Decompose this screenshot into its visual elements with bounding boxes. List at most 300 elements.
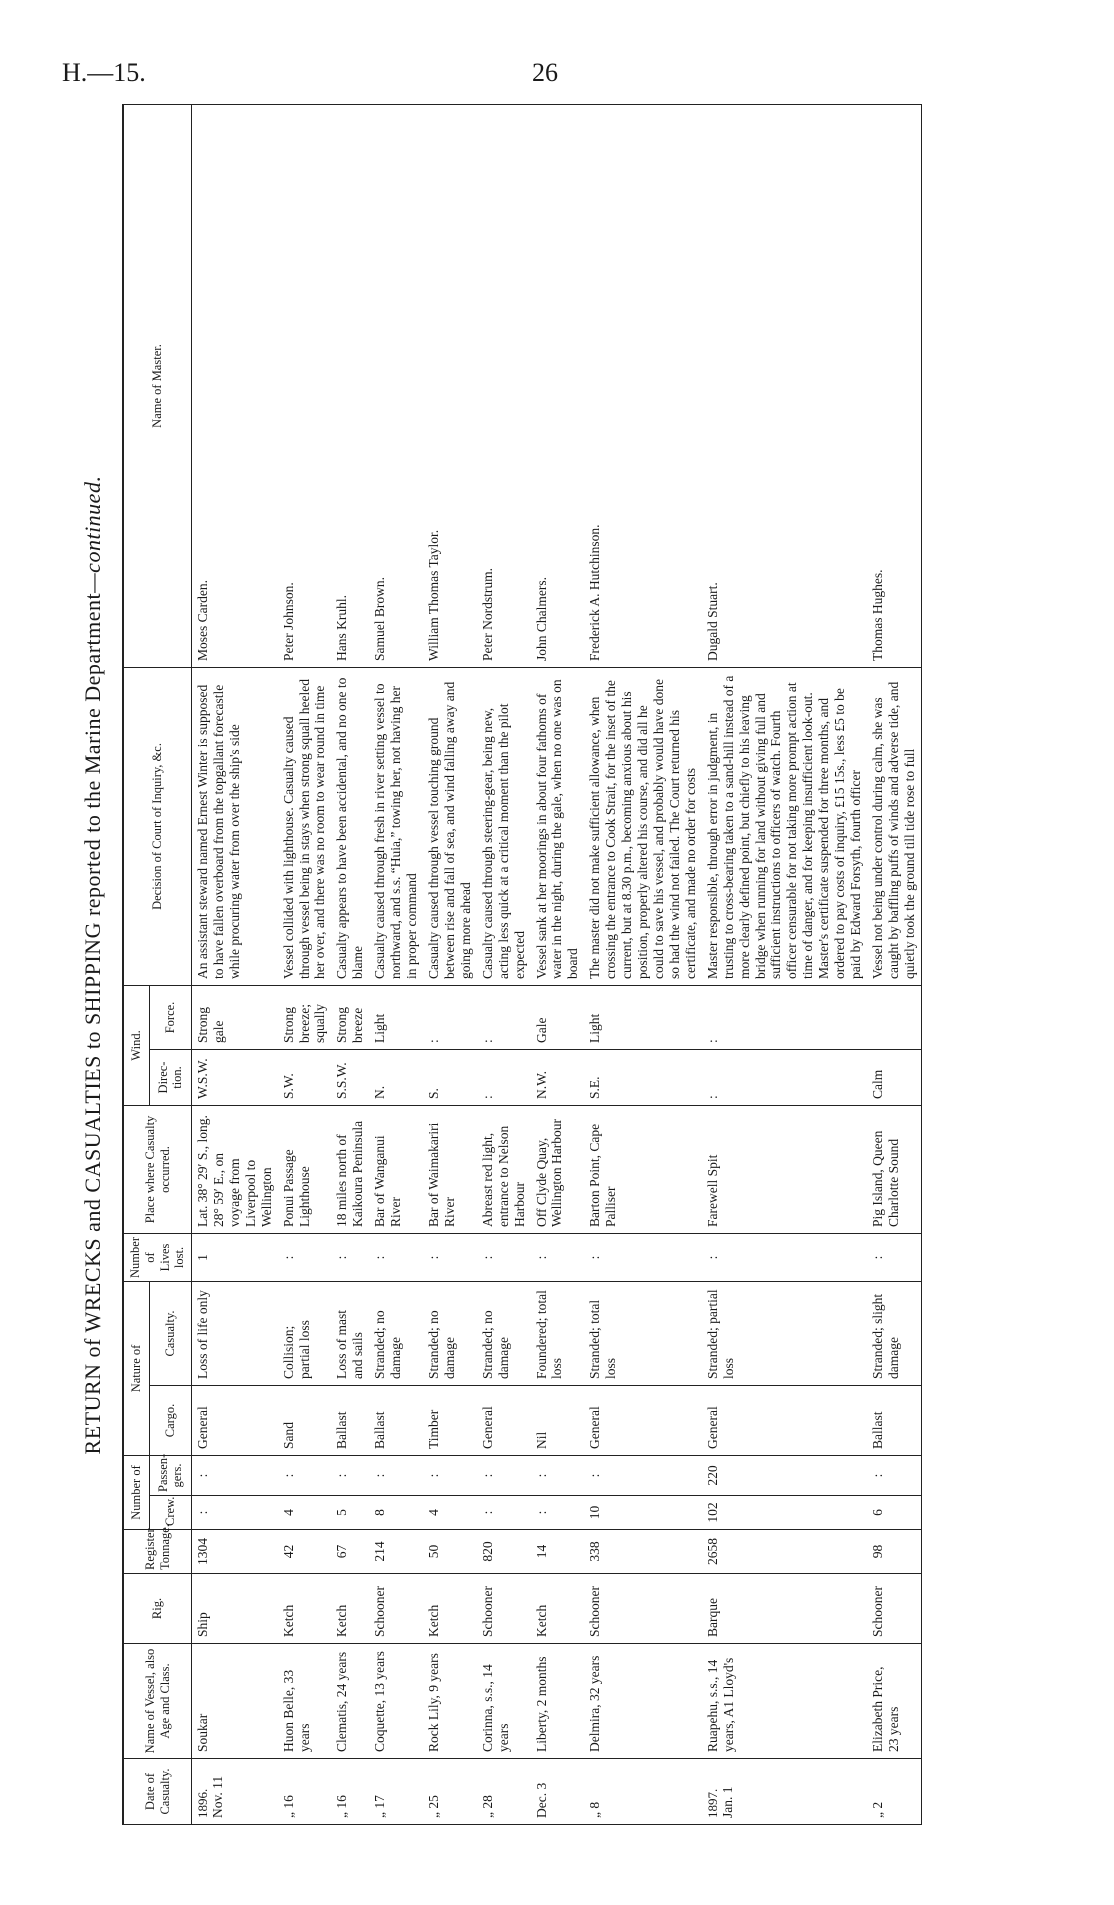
row-lives <box>702 1233 867 1281</box>
row-date-text: „ 28 <box>479 1795 495 1818</box>
row-crew <box>531 1496 585 1530</box>
row-decision <box>278 667 332 985</box>
row-cargo-text: Ballast <box>869 1411 885 1449</box>
row-crew-text: : <box>479 1510 495 1515</box>
row-passengers <box>369 1456 423 1496</box>
row-vessel <box>423 1644 477 1759</box>
row-lives <box>531 1233 585 1281</box>
row-casualty <box>192 1281 278 1385</box>
col-lives: Number of Lives lost. <box>123 1233 192 1281</box>
row-passengers-text: : <box>425 1473 441 1478</box>
table-row <box>477 104 531 1824</box>
row-place <box>369 1105 423 1233</box>
row-cargo-text: General <box>479 1406 495 1449</box>
row-place <box>477 1105 531 1233</box>
row-lives-text: : <box>425 1255 441 1260</box>
col-date: Date of Casualty. <box>123 1759 192 1825</box>
row-tonnage-text: 67 <box>334 1544 350 1559</box>
row-decision <box>192 667 278 985</box>
row-passengers <box>192 1456 278 1496</box>
row-crew <box>477 1496 531 1530</box>
row-date <box>531 1759 585 1825</box>
row-casualty-text: Foundered; total loss <box>533 1290 565 1379</box>
row-force-text: : <box>704 1039 720 1043</box>
casualty-table <box>122 104 922 1825</box>
row-passengers-text: 220 <box>704 1465 720 1486</box>
row-rig <box>584 1574 701 1644</box>
row-force-text: Gale <box>533 1017 549 1043</box>
row-decision-text: The master did not make sufficient allowance, when crossing the entrance to Cook Strait, for the inset of the current, but at 8.30 p.m., becoming anxious about his position, properly altered his course, and did all he could to save his vessel, and probably would have done so had the wind not failed. The Court returned his certificate, and made no order for costs <box>587 679 698 979</box>
row-cargo <box>369 1386 423 1456</box>
row-passengers-text: : <box>195 1473 210 1478</box>
row-crew <box>584 1496 701 1530</box>
row-place <box>331 1105 369 1233</box>
row-direction-text: S.W. <box>280 1073 296 1099</box>
row-passengers <box>278 1456 332 1496</box>
row-casualty <box>702 1281 867 1385</box>
row-casualty <box>584 1281 701 1385</box>
row-casualty-text: Loss of life only <box>195 1290 210 1379</box>
row-direction <box>584 1049 701 1105</box>
row-place-text: 18 miles north of Kaikoura Peninsula <box>334 1120 366 1227</box>
row-place-text: Lat. 38° 29′ S., long. 28° 59′ E., on voyage from Liverpool to Wellington <box>195 1115 274 1227</box>
row-rig-text: Schooner <box>587 1586 603 1637</box>
row-cargo-text: Ballast <box>372 1411 388 1449</box>
row-cargo <box>192 1386 278 1456</box>
row-casualty <box>369 1281 423 1385</box>
row-cargo-text: Timber <box>425 1409 441 1449</box>
row-force-text: Strong gale <box>195 1006 226 1043</box>
row-tonnage <box>867 1530 921 1574</box>
table-row <box>331 104 369 1824</box>
row-rig-text: Ketch <box>533 1604 549 1637</box>
row-place <box>702 1105 867 1233</box>
row-crew-text: 10 <box>587 1505 603 1520</box>
row-cargo <box>531 1386 585 1456</box>
row-vessel <box>477 1644 531 1759</box>
row-date-text: Jan. 1 <box>720 1786 736 1818</box>
row-passengers <box>531 1456 585 1496</box>
row-passengers-text: : <box>479 1473 495 1478</box>
row-date-text: Nov. 11 <box>210 1775 226 1818</box>
row-lives <box>278 1233 332 1281</box>
row-lives-text: : <box>869 1255 885 1260</box>
row-force-text: Light <box>372 1013 388 1043</box>
row-lives-text: : <box>533 1255 549 1260</box>
col-direction: Direc-tion. <box>149 1049 191 1105</box>
col-decision: Decision of Court of Inquiry, &c. <box>123 667 192 985</box>
row-direction <box>702 1049 867 1105</box>
row-lives <box>423 1233 477 1281</box>
col-place: Place where Casualty occurred. <box>123 1105 192 1233</box>
row-direction-text: S.E. <box>587 1076 603 1099</box>
row-rig <box>369 1574 423 1644</box>
table-row <box>423 104 477 1824</box>
row-vessel <box>531 1644 585 1759</box>
row-force <box>278 985 332 1049</box>
row-vessel-text: Corinna, s.s., 14 years <box>479 1664 511 1752</box>
col-tonnage: Register Tonnage. <box>123 1530 192 1574</box>
row-rig-text: Schooner <box>372 1586 388 1637</box>
row-cargo <box>331 1386 369 1456</box>
row-place-text: Pig Island, Queen Charlotte Sound <box>869 1130 901 1227</box>
row-tonnage-text: 1304 <box>195 1538 210 1565</box>
row-vessel-text: Coquette, 13 years <box>372 1651 388 1752</box>
row-vessel-text: Clematis, 24 years <box>334 1651 350 1752</box>
row-master <box>584 104 701 667</box>
table-row <box>702 104 867 1824</box>
row-master-text: Moses Carden. <box>195 579 210 661</box>
row-tonnage-text: 214 <box>372 1541 388 1562</box>
row-master-text: Dugald Stuart. <box>704 582 720 661</box>
row-vessel-text: Rock Lily, 9 years <box>425 1653 441 1752</box>
row-casualty <box>477 1281 531 1385</box>
row-direction-text: : <box>704 1095 720 1099</box>
row-rig-text: Schooner <box>869 1586 885 1637</box>
row-rig-text: Ketch <box>425 1604 441 1637</box>
row-passengers <box>477 1456 531 1496</box>
row-direction-text: N.W. <box>533 1070 549 1099</box>
row-cargo <box>278 1386 332 1456</box>
row-passengers-text: : <box>372 1473 388 1478</box>
row-date-text: „ 17 <box>372 1795 388 1818</box>
row-cargo-text: Nil <box>533 1431 549 1449</box>
row-force <box>192 985 278 1049</box>
row-passengers <box>584 1456 701 1496</box>
row-master <box>278 104 332 667</box>
row-year: 1896. <box>195 1788 210 1818</box>
row-date <box>278 1759 332 1825</box>
row-lives <box>331 1233 369 1281</box>
row-place-text: Barton Point, Cape Palliser <box>587 1123 619 1227</box>
row-vessel <box>369 1644 423 1759</box>
row-vessel <box>278 1644 332 1759</box>
row-crew <box>278 1496 332 1530</box>
row-place <box>423 1105 477 1233</box>
row-crew-text: 6 <box>869 1509 885 1516</box>
row-master-text: Frederick A. Hutchinson. <box>587 524 603 661</box>
row-passengers-text: : <box>280 1473 296 1478</box>
row-decision-text: Casualty caused through fresh in river setting vessel to northward, and s.s. “Huia,” towing her, not having her in proper command <box>372 683 420 979</box>
row-vessel-text: Liberty, 2 months <box>533 1656 549 1752</box>
row-place <box>192 1105 278 1233</box>
row-force <box>331 985 369 1049</box>
row-force-text: Strong breeze <box>334 1006 366 1043</box>
row-cargo <box>702 1386 867 1456</box>
row-direction <box>331 1049 369 1105</box>
row-tonnage-text: 820 <box>479 1541 495 1562</box>
row-passengers <box>867 1456 921 1496</box>
row-force <box>531 985 585 1049</box>
row-casualty-text: Loss of mast and sails <box>334 1310 366 1379</box>
row-vessel <box>192 1644 278 1759</box>
row-cargo <box>477 1386 531 1456</box>
title-suffix: —continued. <box>80 475 105 593</box>
row-tonnage <box>369 1530 423 1574</box>
row-casualty <box>531 1281 585 1385</box>
row-place-text: Off Clyde Quay, Wellington Harbour <box>533 1118 565 1227</box>
row-passengers <box>331 1456 369 1496</box>
table-row <box>867 104 921 1824</box>
row-crew <box>369 1496 423 1530</box>
row-master <box>531 104 585 667</box>
title-main: RETURN of WRECKS and CASUALTIES to SHIPPING reported to the Marine Department <box>80 592 105 1455</box>
row-cargo <box>867 1386 921 1456</box>
row-date <box>423 1759 477 1825</box>
row-decision-text: Casualty caused through steering-gear, being new, acting less quick at a critical moment than the pilot expected <box>479 703 527 979</box>
row-date-text: „ 16 <box>280 1795 296 1818</box>
table-row <box>278 104 332 1824</box>
row-casualty <box>278 1281 332 1385</box>
row-tonnage <box>192 1530 278 1574</box>
row-master-text: Samuel Brown. <box>372 576 388 661</box>
row-crew <box>702 1496 867 1530</box>
row-decision-text: An assistant steward named Ernest Winter is supposed to have fallen overboard from the topgallant forecastle while procuring water from over the ship's side <box>195 684 242 979</box>
row-decision <box>331 667 369 985</box>
row-tonnage-text: 338 <box>587 1541 603 1562</box>
row-crew-text: 8 <box>372 1509 388 1516</box>
row-force-text: : <box>479 1039 495 1043</box>
row-casualty <box>331 1281 369 1385</box>
row-tonnage <box>702 1530 867 1574</box>
row-vessel-text: Delmira, 32 years <box>587 1655 603 1752</box>
row-master-text: Hans Kruhl. <box>334 594 350 661</box>
row-lives-text: : <box>372 1255 388 1260</box>
row-tonnage <box>531 1530 585 1574</box>
row-lives-text: 1 <box>195 1254 210 1261</box>
row-decision <box>369 667 423 985</box>
row-decision-text: Master responsible, through error in judgment, in trusting to cross-bearing taken to a sand-hill instead of a more clearly defined point, but chiefly to his leaving bridge when running for land without giving full and sufficient instructions to officers of watch. Fourth officer censurable for not taking more prompt action at time of danger, and for keeping insufficient look-out. Master's certificate suspended for three months, and ordered to pay costs of inquiry, £15 15s., less £5 to be paid by Edward Forsyth, fourth officer <box>704 675 864 979</box>
row-casualty-text: Stranded; total loss <box>587 1299 619 1379</box>
table-body <box>192 104 922 1824</box>
row-tonnage <box>584 1530 701 1574</box>
row-decision-text: Vessel collided with lighthouse. Casualty caused through vessel being in stays when strong squall heeled her over, and there was no room to wear round in time <box>280 679 328 979</box>
row-force-text: Light <box>587 1013 603 1043</box>
row-tonnage-text: 42 <box>280 1544 296 1559</box>
row-lives-text: : <box>587 1255 603 1260</box>
row-crew-text: 5 <box>334 1509 350 1516</box>
row-direction <box>278 1049 332 1105</box>
row-vessel <box>702 1644 867 1759</box>
row-decision <box>423 667 477 985</box>
row-vessel-text: Elizabeth Price, 23 years <box>869 1666 901 1752</box>
row-direction <box>531 1049 585 1105</box>
row-place <box>278 1105 332 1233</box>
row-lives-text: : <box>704 1255 720 1260</box>
row-lives <box>867 1233 921 1281</box>
row-rig-text: Schooner <box>479 1586 495 1637</box>
row-crew-text: 102 <box>704 1502 720 1523</box>
row-date-text: „ 2 <box>869 1801 885 1818</box>
row-decision <box>867 667 921 985</box>
row-decision <box>584 667 701 985</box>
row-rig <box>477 1574 531 1644</box>
col-crew: Crew. <box>149 1496 191 1530</box>
row-direction-text: N. <box>372 1085 388 1099</box>
row-tonnage-text: 14 <box>533 1544 549 1559</box>
row-place <box>867 1105 921 1233</box>
row-rig <box>331 1574 369 1644</box>
row-date <box>584 1759 701 1825</box>
col-number-of: Number of <box>123 1456 149 1530</box>
row-crew <box>867 1496 921 1530</box>
row-date-text: „ 8 <box>587 1801 603 1818</box>
row-casualty-text: Stranded; no damage <box>479 1310 511 1379</box>
row-force-text: Strong breeze; squally <box>280 1003 328 1043</box>
row-master <box>477 104 531 667</box>
row-master-text: Thomas Hughes. <box>869 569 885 661</box>
row-direction-text: S.S.W. <box>334 1062 350 1099</box>
row-master-text: Peter Nordstrum. <box>479 568 495 661</box>
row-lives <box>369 1233 423 1281</box>
col-master: Name of Master. <box>123 104 192 667</box>
row-lives <box>584 1233 701 1281</box>
row-rig-text: Barque <box>704 1598 720 1637</box>
row-lives-text: : <box>334 1255 350 1260</box>
row-rig <box>531 1574 585 1644</box>
row-decision-text: Vessel not being under control during calm, she was caught by baffling puffs of winds and adverse tide, and quietly took the ground till tide rose to full <box>869 681 917 979</box>
row-master <box>369 104 423 667</box>
row-date <box>477 1759 531 1825</box>
row-master <box>331 104 369 667</box>
row-cargo-text: Sand <box>280 1422 296 1449</box>
col-passengers: Passen-gers. <box>149 1456 191 1496</box>
table-row <box>192 104 278 1824</box>
col-nature-of: Nature of <box>123 1281 149 1455</box>
row-passengers-text: : <box>587 1473 603 1478</box>
row-rig <box>278 1574 332 1644</box>
row-date-text: Dec. 3 <box>533 1782 549 1818</box>
row-tonnage <box>477 1530 531 1574</box>
row-master <box>702 104 867 667</box>
row-tonnage-text: 2658 <box>704 1538 720 1565</box>
row-date-text: „ 25 <box>425 1795 441 1818</box>
row-casualty-text: Stranded; partial loss <box>704 1289 736 1379</box>
col-casualty: Casualty. <box>149 1281 191 1385</box>
row-decision-text: Casualty caused through vessel touching ground between rise and fall of sea, and wind falling away and going more ahead <box>425 681 473 979</box>
row-force <box>867 985 921 1049</box>
row-tonnage <box>278 1530 332 1574</box>
rotated-page <box>80 105 1030 1825</box>
row-direction <box>423 1049 477 1105</box>
row-rig <box>867 1574 921 1644</box>
row-lives-text: : <box>479 1255 495 1260</box>
row-master <box>192 104 278 667</box>
row-date <box>192 1759 278 1825</box>
row-direction-text: W.S.W. <box>195 1058 210 1099</box>
row-lives <box>192 1233 278 1281</box>
row-place-text: Abreast red light, entrance to Nelson Harbour <box>479 1125 527 1227</box>
row-decision <box>531 667 585 985</box>
row-casualty-text: Stranded; no damage <box>425 1310 457 1379</box>
row-direction-text: S. <box>425 1088 441 1099</box>
row-direction <box>369 1049 423 1105</box>
row-crew <box>423 1496 477 1530</box>
row-date <box>331 1759 369 1825</box>
row-rig-text: Ketch <box>280 1604 296 1637</box>
row-tonnage-text: 50 <box>425 1544 441 1559</box>
row-master-text: John Chalmers. <box>533 576 549 661</box>
row-place-text: Bar of Wanganui River <box>372 1135 404 1227</box>
row-cargo <box>584 1386 701 1456</box>
row-vessel <box>867 1644 921 1759</box>
row-rig <box>423 1574 477 1644</box>
row-crew <box>192 1496 278 1530</box>
row-vessel-text: Ruapehu, s.s., 14 years, A1 Lloyd's <box>704 1657 736 1752</box>
row-passengers-text: : <box>869 1473 885 1478</box>
row-direction <box>867 1049 921 1105</box>
row-passengers <box>702 1456 867 1496</box>
row-cargo <box>423 1386 477 1456</box>
table-row <box>531 104 585 1824</box>
row-cargo-text: General <box>704 1406 720 1449</box>
row-year: 1897. <box>704 1788 720 1818</box>
row-master <box>867 104 921 667</box>
row-cargo-text: General <box>587 1406 603 1449</box>
row-passengers <box>423 1456 477 1496</box>
row-decision <box>477 667 531 985</box>
row-decision-text: Casualty appears to have been accidental, and no one to blame <box>334 677 366 979</box>
col-vessel: Name of Vessel, also Age and Class. <box>123 1644 192 1759</box>
row-direction-text: : <box>479 1095 495 1099</box>
row-place <box>531 1105 585 1233</box>
row-tonnage <box>331 1530 369 1574</box>
row-rig-text: Ketch <box>334 1604 350 1637</box>
row-date <box>867 1759 921 1825</box>
row-passengers-text: : <box>533 1473 549 1478</box>
row-force <box>702 985 867 1049</box>
row-date-text: „ 16 <box>334 1795 350 1818</box>
row-force-text: : <box>425 1039 441 1043</box>
row-crew <box>331 1496 369 1530</box>
page-number: 26 <box>532 58 558 87</box>
row-rig <box>702 1574 867 1644</box>
row-tonnage-text: 98 <box>869 1544 885 1559</box>
row-casualty-text: Stranded; no damage <box>372 1310 404 1379</box>
row-force <box>423 985 477 1049</box>
row-lives <box>477 1233 531 1281</box>
row-vessel-text: Soukar <box>195 1713 210 1752</box>
row-decision-text: Vessel sank at her moorings in about four fathoms of water in the night, during the gale, when no one was on board <box>533 679 581 979</box>
row-lives-text: : <box>280 1255 296 1260</box>
col-wind: Wind. <box>123 985 149 1105</box>
row-crew-text: 4 <box>425 1509 441 1516</box>
row-crew-text: 4 <box>280 1509 296 1516</box>
row-casualty <box>423 1281 477 1385</box>
row-master <box>423 104 477 667</box>
row-vessel <box>331 1644 369 1759</box>
table-row <box>584 104 701 1824</box>
row-force <box>477 985 531 1049</box>
page-title <box>80 105 106 1825</box>
col-cargo: Cargo. <box>149 1386 191 1456</box>
row-cargo-text: General <box>195 1406 210 1449</box>
row-place <box>584 1105 701 1233</box>
row-direction-text: Calm <box>869 1069 885 1099</box>
row-rig <box>192 1574 278 1644</box>
row-direction <box>192 1049 278 1105</box>
row-decision <box>702 667 867 985</box>
row-vessel <box>584 1644 701 1759</box>
row-crew-text: : <box>533 1510 549 1515</box>
row-force <box>584 985 701 1049</box>
table-row <box>369 104 423 1824</box>
row-passengers-text: : <box>334 1473 350 1478</box>
row-cargo-text: Ballast <box>334 1411 350 1449</box>
row-direction <box>477 1049 531 1105</box>
row-force <box>369 985 423 1049</box>
row-casualty <box>867 1281 921 1385</box>
